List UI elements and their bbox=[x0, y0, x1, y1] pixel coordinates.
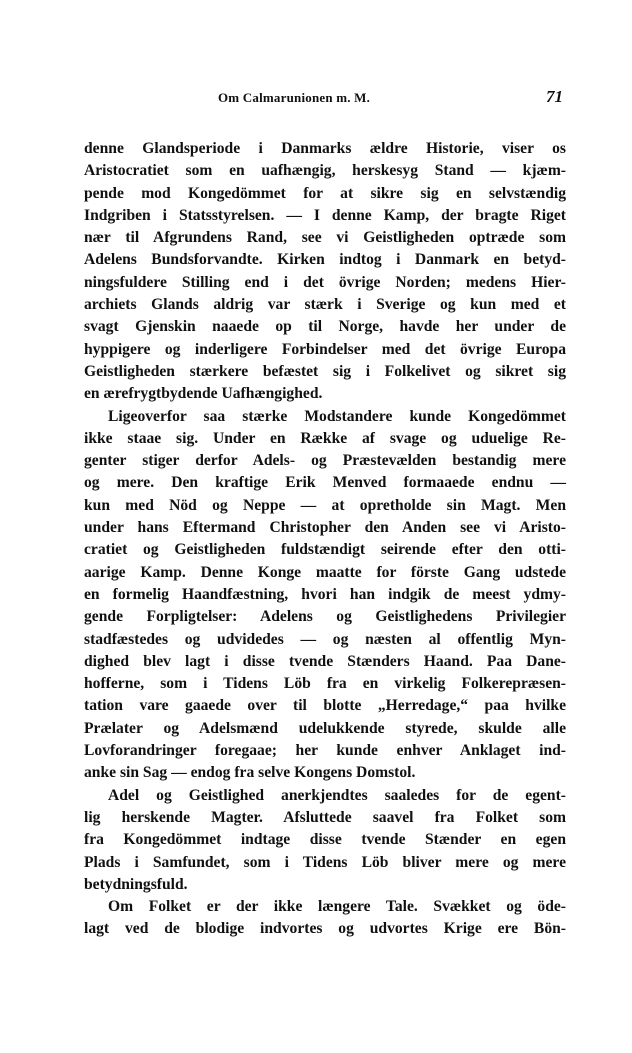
text-line: kun med Nöd og Neppe — at opretholde sin Magt. Men bbox=[84, 496, 566, 514]
text-line: tation vare gaaede over til blotte „Herredage,“ paa hvilke bbox=[84, 697, 566, 715]
text-line: ikke staae sig. Under en Række af svage og uduelige Re- bbox=[84, 429, 566, 447]
text-line: og mere. Den kraftige Erik Menved formaaede endnu — bbox=[84, 474, 566, 492]
text-line: Plads i Samfundet, som i Tidens Löb bliver mere og mere bbox=[84, 853, 566, 871]
text-line: ningsfuldere Stilling end i det övrige Norden; medens Hier- bbox=[84, 273, 566, 291]
text-line: en formelig Haandfæstning, hvori han indgik de meest ydmy- bbox=[84, 585, 566, 603]
text-line: under hans Eftermand Christopher den Anden see vi Aristo- bbox=[84, 519, 566, 537]
running-head bbox=[0, 87, 632, 110]
text-line: pende mod Kongedömmet for at sikre sig en selvstændig bbox=[84, 184, 566, 202]
text-line: cratiet og Geistligheden fuldstændigt seirende efter den otti- bbox=[84, 541, 566, 559]
text-line: betydningsfuld. bbox=[84, 875, 188, 893]
text-line: gende Forpligtelser: Adelens og Geistlighedens Privilegier bbox=[84, 608, 566, 626]
body-text bbox=[84, 138, 566, 941]
text-line: en ærefrygtbydende Uafhængighed. bbox=[84, 385, 323, 403]
text-line: dighed blev lagt i disse tvende Stænders Haand. Paa Dane- bbox=[84, 652, 566, 670]
text-line: aarige Kamp. Denne Konge maatte for förste Gang udstede bbox=[84, 563, 566, 581]
text-line: Lovforandringer foregaae; her kunde enhver Anklaget ind- bbox=[84, 742, 566, 760]
text-line: Ligeoverfor saa stærke Modstandere kunde Kongedömmet bbox=[108, 407, 566, 425]
text-line: lagt ved de blodige indvortes og udvortes Krige ere Bön- bbox=[84, 920, 566, 938]
text-line: Geistligheden stærkere befæstet sig i Folkelivet og sikret sig bbox=[84, 362, 566, 380]
text-line: Adel og Geistlighed anerkjendtes saaledes for de egent- bbox=[108, 786, 566, 804]
text-line: lig herskende Magter. Afsluttede saavel fra Folket som bbox=[84, 808, 566, 826]
running-title: Om Calmarunionen m. M. bbox=[218, 90, 371, 105]
text-line: Indgriben i Statsstyrelsen. — I denne Kamp, der bragte Riget bbox=[84, 206, 566, 224]
text-line: Aristocratiet som en uafhængig, herskesyg Stand — kjæm- bbox=[84, 162, 566, 180]
text-line: genter stiger derfor Adels- og Præstevælden bestandig mere bbox=[84, 452, 566, 470]
text-line: nær til Afgrundens Rand, see vi Geistligheden optræde som bbox=[84, 229, 566, 247]
text-line: hofferne, som i Tidens Löb fra en virkelig Folkerepræsen- bbox=[84, 675, 566, 693]
text-line: denne Glandsperiode i Danmarks ældre Historie, viser os bbox=[84, 140, 566, 157]
text-line: Prælater og Adelsmænd udelukkende styrede, skulde alle bbox=[84, 719, 566, 737]
text-line: archiets Glands aldrig var stærk i Sverige og kun med et bbox=[84, 296, 566, 314]
text-line: hyppigere og inderligere Forbindelser med det övrige Europa bbox=[84, 340, 566, 358]
page-number: 71 bbox=[546, 87, 563, 106]
text-line: Adelens Bundsforvandte. Kirken indtog i Danmark en betyd- bbox=[84, 251, 566, 269]
text-line: svagt Gjenskin naaede op til Norge, havde her under de bbox=[84, 318, 566, 336]
text-line: fra Kongedömmet indtage disse tvende Stænder en egen bbox=[84, 831, 566, 849]
text-line: stadfæstedes og udvidedes — og næsten al offentlig Myn- bbox=[84, 630, 566, 648]
text-line: Om Folket er der ikke længere Tale. Svækket og öde- bbox=[108, 898, 566, 916]
text-line: anke sin Sag — endog fra selve Kongens Domstol. bbox=[84, 764, 416, 782]
